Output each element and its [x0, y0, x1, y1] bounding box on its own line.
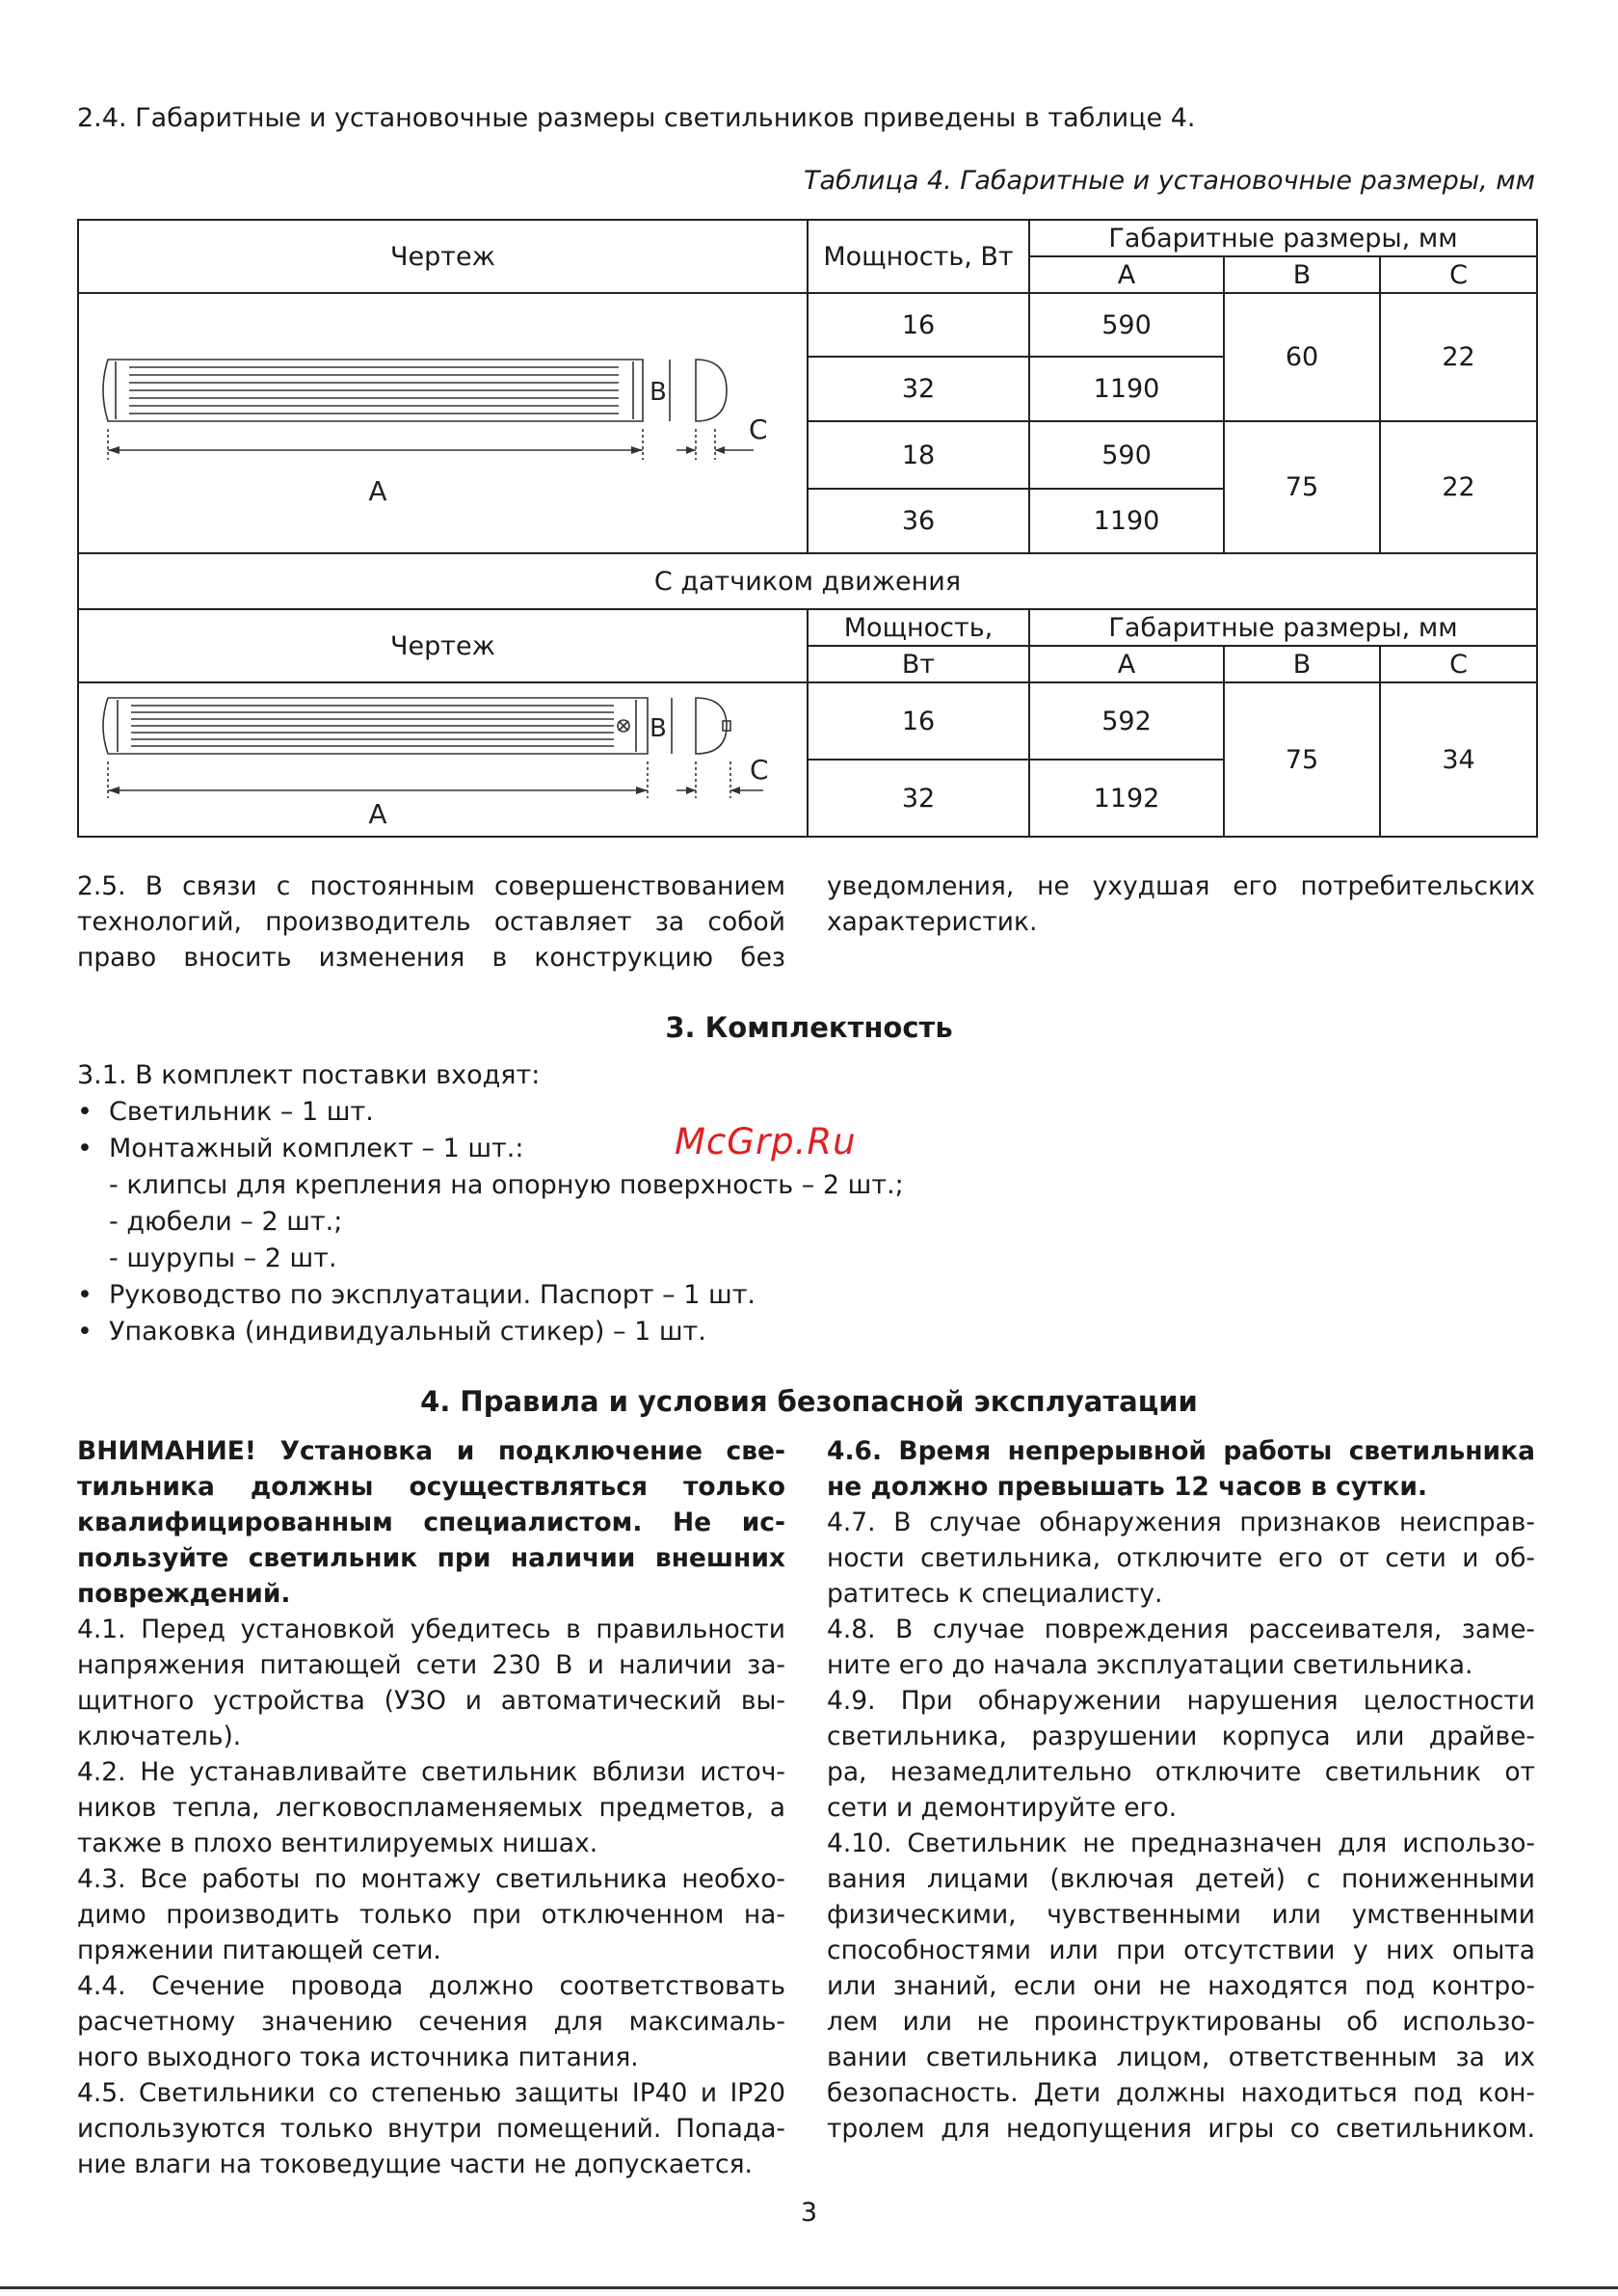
header-a: А [1029, 646, 1224, 682]
paragraph-4-6 [827, 1433, 1535, 1505]
power-cell: 16 [808, 293, 1029, 357]
dim-a-cell: 590 [1029, 421, 1224, 489]
luminaire-drawing [78, 293, 808, 553]
dim-b-cell: 75 [1224, 682, 1380, 837]
text-line: вания лицами (включая детей) с пониженными [827, 1864, 1535, 1894]
table-row [78, 293, 1537, 357]
power-cell: 32 [808, 357, 1029, 421]
text-line: ного выходного тока источника питания. [77, 2042, 639, 2072]
watermark: McGrp.Ru [675, 1121, 857, 1162]
dim-c-cell: 22 [1380, 293, 1537, 421]
header-b: В [1224, 646, 1380, 682]
table-caption: Таблица 4. Габаритные и установочные размеры, мм [803, 166, 1535, 196]
text-line: безопасность. Дети должны находиться под кон- [827, 2078, 1535, 2108]
text-line: димо производить только при отключенном на- [77, 1900, 785, 1930]
paragraph-2-5-left [77, 868, 785, 975]
text-line: пользуйте светильник при наличии внешних [77, 1543, 785, 1573]
list-subitem: - дюбели – 2 шт.; [109, 1207, 343, 1237]
text-line: ние влаги на токоведущие части не допускается. [77, 2149, 753, 2179]
text-line: или знаний, если они не находятся под контро- [827, 1971, 1535, 2001]
power-cell: 16 [808, 682, 1029, 760]
bottom-rule [0, 2286, 1618, 2289]
text-line: тролем для недопущения игры со светильником. [827, 2114, 1535, 2144]
dim-c-cell: 22 [1380, 421, 1537, 553]
text-line: ратитесь к специалисту. [827, 1579, 1163, 1609]
luminaire-drawing-svg [79, 294, 805, 552]
paragraph-4-8 [827, 1612, 1535, 1683]
header-power-line2: Вт [808, 646, 1029, 682]
text-line: право вносить изменения в конструкцию без [77, 943, 785, 973]
paragraph-4-5 [77, 2075, 785, 2182]
dim-a-cell: 1192 [1029, 760, 1224, 837]
text-line: 4.2. Не устанавливайте светильник вблизи источ- [77, 1757, 785, 1787]
text-line: уведомления, не ухудшая его потребительских [827, 871, 1535, 901]
header-power: Мощность, Вт [808, 220, 1029, 293]
header-a: А [1029, 256, 1224, 293]
dimensions-table [77, 219, 1538, 838]
dim-label-a: A [368, 475, 387, 507]
paragraph-4-10 [827, 1826, 1535, 2147]
text-line: характеристик. [827, 907, 1038, 937]
sensor-section-title: С датчиком движения [78, 553, 1537, 609]
text-line: используются только внутри помещений. Попада- [77, 2114, 785, 2144]
text-line: напряжения питающей сети 230 В и наличии за- [77, 1650, 785, 1680]
section-4-right-column [827, 1433, 1535, 2147]
dim-a-cell: 1190 [1029, 489, 1224, 553]
text-line: 4.9. При обнаружении нарушения целостности [827, 1686, 1535, 1716]
power-cell: 18 [808, 421, 1029, 489]
power-cell: 36 [808, 489, 1029, 553]
header-power-line1: Мощность, [808, 609, 1029, 646]
text-line: ВНИМАНИЕ! Установка и подключение све- [77, 1436, 785, 1466]
dim-c-cell: 34 [1380, 682, 1537, 837]
header-dims: Габаритные размеры, мм [1029, 220, 1537, 256]
dim-b-cell: 75 [1224, 421, 1380, 553]
section-3-title: 3. Комплектность [665, 1011, 953, 1044]
table-header-row [78, 609, 1537, 646]
paragraph-4-1 [77, 1612, 785, 1754]
text-line: пряжении питающей сети. [77, 1936, 441, 1965]
dim-a-cell: 1190 [1029, 357, 1224, 421]
dim-label-c: C [750, 754, 769, 786]
text-line: повреждений. [77, 1579, 291, 1609]
dim-a-cell: 590 [1029, 293, 1224, 357]
text-line: ключатель). [77, 1722, 242, 1751]
text-line: квалифицированным специалистом. Не ис- [77, 1508, 785, 1537]
text-line: тильника должны осуществляться только [77, 1472, 785, 1502]
list-item: • Руководство по эксплуатации. Паспорт – 1 шт. [77, 1277, 904, 1314]
list-item: • Упаковка (индивидуальный стикер) – 1 шт. [77, 1314, 904, 1350]
text-line: ра, незамедлительно отключите светильник от [827, 1757, 1535, 1787]
text-line: не должно превышать 12 часов в сутки. [827, 1472, 1428, 1502]
table-row [78, 682, 1537, 760]
section-4-title: 4. Правила и условия безопасной эксплуатации [420, 1385, 1198, 1418]
paragraph-4-2 [77, 1754, 785, 1861]
paragraph-4-9 [827, 1683, 1535, 1826]
list-item: • Светильник – 1 шт. [77, 1094, 904, 1131]
text-line: 4.3. Все работы по монтажу светильника необхо- [77, 1864, 785, 1894]
text-line: способностями или при отсутствии у них опыта [827, 1936, 1535, 1965]
text-line: технологий, производитель оставляет за собой [77, 907, 785, 937]
list-intro: 3.1. В комплект поставки входят: [77, 1060, 541, 1090]
warning-block [77, 1433, 785, 1612]
list-item: • Монтажный комплект – 1 шт.: [77, 1131, 904, 1167]
text-line: расчетному значению сечения для максималь- [77, 2007, 785, 2037]
text-line: 4.8. В случае повреждения рассеивателя, заме- [827, 1615, 1535, 1644]
text-line: 4.4. Сечение провода должно соответствовать [77, 1971, 785, 2001]
text-line: ников тепла, легковоспламеняемых предметов, а [77, 1793, 785, 1823]
paragraph-4-4 [77, 1968, 785, 2075]
text-line: 4.5. Светильники со степенью защиты IP40 и IP20 [77, 2078, 785, 2108]
text-line: вании светильника лицом, ответственным за их [827, 2042, 1535, 2072]
text-line: 4.1. Перед установкой убедитесь в правильности [77, 1615, 785, 1644]
text-line: ните его до начала эксплуатации светильника. [827, 1650, 1473, 1680]
dim-label-c: C [749, 414, 768, 445]
page-number: 3 [800, 2198, 818, 2228]
dim-a-cell: 592 [1029, 682, 1224, 760]
header-c: С [1380, 646, 1537, 682]
dim-label-b: B [650, 378, 667, 407]
list-subitem: - клипсы для крепления на опорную поверхность – 2 шт.; [109, 1170, 904, 1200]
dim-label-b: B [650, 714, 667, 743]
text-line: 4.6. Время непрерывной работы светильника [827, 1436, 1535, 1466]
text-line: щитного устройства (УЗО и автоматический вы- [77, 1686, 785, 1716]
dim-b-cell: 60 [1224, 293, 1380, 421]
sensor-section-row [78, 553, 1537, 609]
paragraph-4-7 [827, 1505, 1535, 1612]
text-line: физическими, чувственными или умственными [827, 1900, 1535, 1930]
text-line: 2.5. В связи с постоянным совершенствованием [77, 871, 785, 901]
luminaire-sensor-drawing [78, 682, 808, 837]
intro-text: 2.4. Габаритные и установочные размеры светильников приведены в таблице 4. [77, 103, 1196, 133]
paragraph-2-5-right [827, 868, 1535, 940]
text-line: лем или не проинструктированы об использо- [827, 2007, 1535, 2037]
header-c: С [1380, 256, 1537, 293]
table-header-row [78, 220, 1537, 256]
power-cell: 32 [808, 760, 1029, 837]
header-drawing: Чертеж [78, 609, 808, 682]
header-dims: Габаритные размеры, мм [1029, 609, 1537, 646]
text-line: светильника, разрушении корпуса или драйве- [827, 1722, 1535, 1751]
list-subitem: - шурупы – 2 шт. [109, 1243, 337, 1273]
text-line: 4.7. В случае обнаружения признаков неисправ- [827, 1508, 1535, 1537]
header-b: В [1224, 256, 1380, 293]
paragraph-4-3 [77, 1861, 785, 1968]
text-line: сети и демонтируйте его. [827, 1793, 1178, 1823]
text-line: также в плохо вентилируемых нишах. [77, 1829, 598, 1858]
section-3-list [77, 1057, 904, 1350]
dim-label-a: A [368, 798, 387, 830]
section-4-left-column [77, 1433, 785, 2182]
text-line: ности светильника, отключите его от сети и об- [827, 1543, 1535, 1573]
text-line: 4.10. Светильник не предназначен для использо- [827, 1829, 1535, 1858]
header-drawing: Чертеж [78, 220, 808, 293]
luminaire-sensor-drawing-svg [79, 684, 805, 835]
